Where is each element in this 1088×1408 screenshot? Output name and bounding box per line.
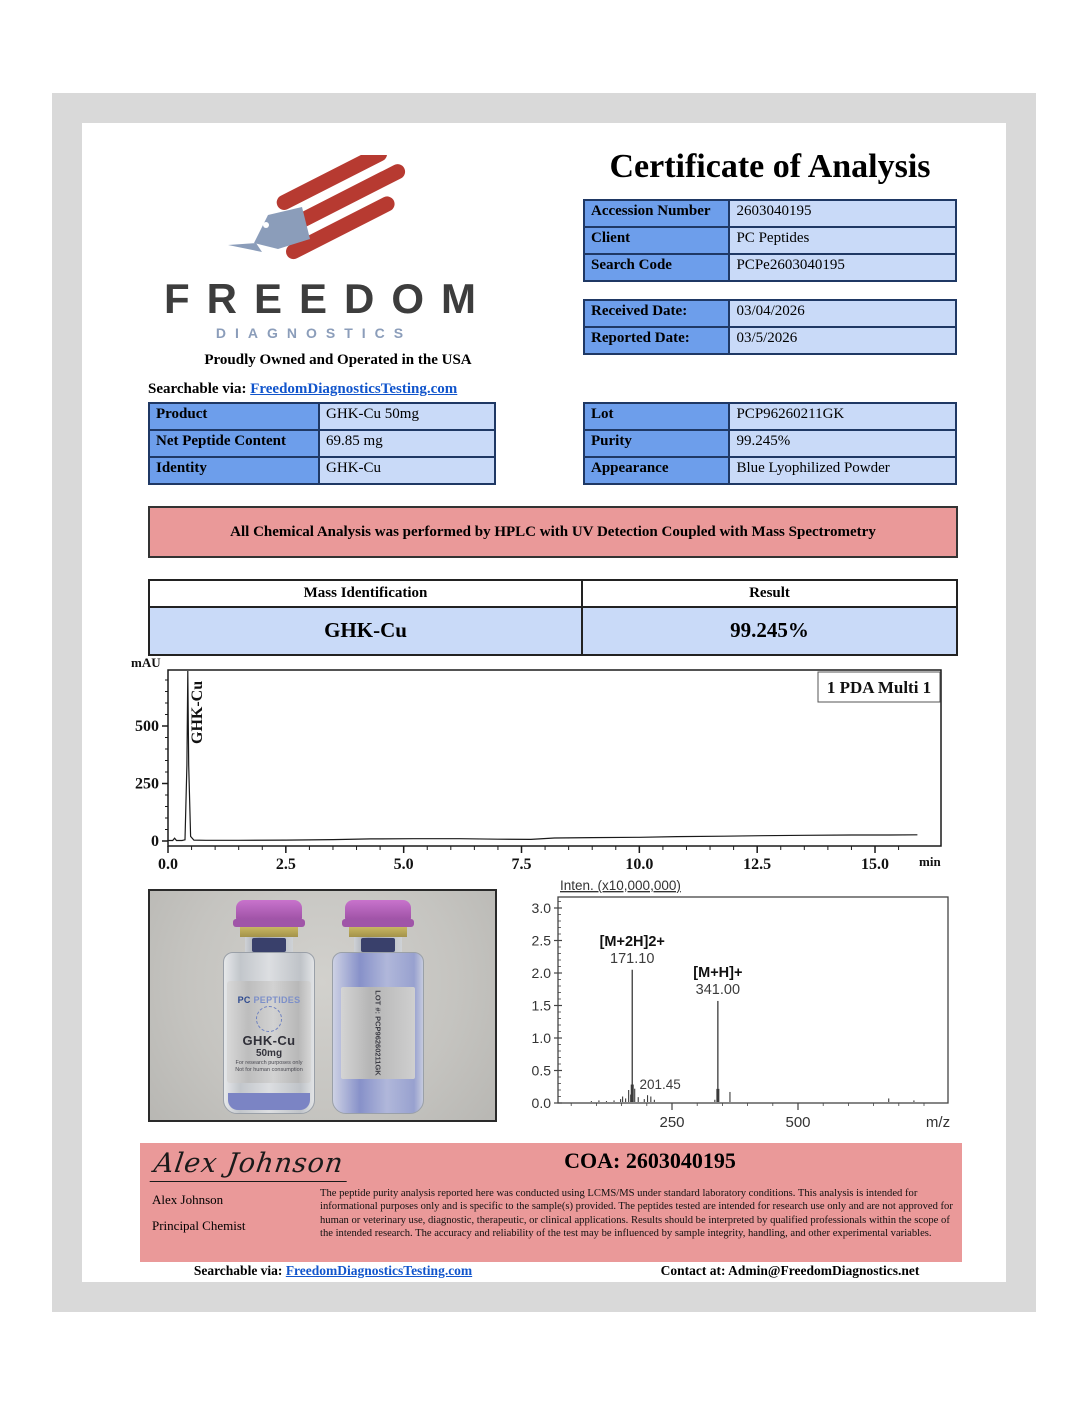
signer-name: Alex Johnson bbox=[152, 1192, 224, 1207]
svg-text:0: 0 bbox=[151, 833, 159, 850]
svg-text:2.0: 2.0 bbox=[531, 965, 551, 981]
searchable-label: Searchable via: bbox=[148, 381, 247, 397]
svg-text:201.45: 201.45 bbox=[639, 1077, 681, 1092]
row-label: Purity bbox=[585, 431, 728, 456]
svg-text:341.00: 341.00 bbox=[695, 981, 741, 998]
svg-text:250: 250 bbox=[135, 775, 159, 793]
hplc-chromatogram-chart bbox=[130, 656, 962, 882]
svg-text:Inten. (x10,000,000): Inten. (x10,000,000) bbox=[560, 878, 681, 893]
vial-seal bbox=[240, 927, 298, 937]
vial-dose: 50mg bbox=[255, 1048, 283, 1059]
svg-text:[M+H]+: [M+H]+ bbox=[693, 964, 743, 981]
footer-searchable bbox=[148, 1263, 518, 1279]
svg-text:7.5: 7.5 bbox=[511, 856, 532, 873]
svg-text:1 PDA Multi 1: 1 PDA Multi 1 bbox=[826, 678, 932, 697]
vial-product-name: GHK-Cu bbox=[242, 1033, 296, 1048]
svg-text:0.0: 0.0 bbox=[531, 1095, 551, 1111]
vial-brand bbox=[227, 995, 311, 1005]
table-row bbox=[585, 328, 955, 353]
row-value: GHK-Cu 50mg bbox=[320, 404, 494, 429]
footer-contact-label: Contact at: bbox=[660, 1263, 726, 1278]
signature-block bbox=[140, 1143, 962, 1262]
row-label: Client bbox=[585, 228, 728, 253]
svg-text:2.5: 2.5 bbox=[531, 932, 551, 949]
mass-identification-table bbox=[148, 579, 958, 656]
svg-text:171.10: 171.10 bbox=[610, 950, 655, 967]
row-value: PC Peptides bbox=[730, 228, 955, 253]
row-value: 2603040195 bbox=[730, 201, 955, 226]
signature-handwriting: Alex Johnson bbox=[150, 1148, 352, 1182]
svg-text:1.5: 1.5 bbox=[531, 997, 551, 1014]
vial-back bbox=[332, 900, 424, 1114]
row-label: Identity bbox=[150, 458, 318, 483]
row-value: 03/04/2026 bbox=[730, 301, 955, 326]
hplc-chromatogram-svg bbox=[130, 656, 962, 882]
vial-brand-strong: PC bbox=[237, 995, 251, 1005]
table-row bbox=[585, 458, 955, 483]
row-label: Net Peptide Content bbox=[150, 431, 318, 456]
table-row bbox=[150, 431, 494, 456]
dates-table bbox=[583, 299, 957, 355]
vial-cap-lip bbox=[233, 919, 305, 927]
row-value: Blue Lyophilized Powder bbox=[730, 458, 955, 483]
svg-text:500: 500 bbox=[785, 1114, 811, 1131]
table-header-row bbox=[150, 581, 956, 608]
table-row bbox=[585, 404, 955, 429]
table-row bbox=[585, 201, 955, 226]
vial-disclaimer-line2: Not for human consumption bbox=[235, 1067, 303, 1073]
vial-brand-light: PEPTIDES bbox=[253, 995, 301, 1005]
vial-front-label bbox=[227, 981, 311, 1083]
row-value: 03/5/2026 bbox=[730, 328, 955, 353]
row-value: GHK-Cu bbox=[320, 458, 494, 483]
vial-cap-lip bbox=[342, 919, 414, 927]
svg-text:mAU: mAU bbox=[131, 656, 161, 670]
vial-lot-text: LOT #: PCP96260211GK bbox=[373, 990, 383, 1076]
table-row bbox=[585, 431, 955, 456]
svg-text:10.0: 10.0 bbox=[625, 856, 654, 873]
svg-text:m/z: m/z bbox=[925, 1114, 951, 1131]
table-row bbox=[585, 255, 955, 280]
table-row bbox=[585, 301, 955, 326]
mass-spectrum-chart bbox=[530, 876, 962, 1146]
svg-text:0.5: 0.5 bbox=[531, 1062, 551, 1079]
mass-id-value: GHK-Cu bbox=[150, 608, 583, 654]
svg-text:[M+2H]2+: [M+2H]2+ bbox=[599, 933, 665, 950]
svg-text:1.0: 1.0 bbox=[531, 1030, 551, 1046]
table-row bbox=[150, 404, 494, 429]
mass-spectrum-svg bbox=[530, 876, 962, 1146]
accession-info-table bbox=[583, 199, 957, 282]
svg-text:5.0: 5.0 bbox=[393, 856, 414, 873]
table-row bbox=[150, 608, 956, 654]
molecule-ring-icon bbox=[256, 1006, 282, 1032]
row-label: Search Code bbox=[585, 255, 728, 280]
column-header: Mass Identification bbox=[150, 581, 583, 606]
product-table bbox=[148, 402, 496, 485]
footer-searchable-label: Searchable via: bbox=[193, 1263, 283, 1278]
svg-text:12.5: 12.5 bbox=[743, 856, 772, 873]
row-label: Appearance bbox=[585, 458, 728, 483]
vial-body bbox=[223, 952, 315, 1114]
svg-text:3.0: 3.0 bbox=[531, 900, 551, 916]
product-vial-photo bbox=[148, 889, 497, 1122]
footer-contact-email: Admin@FreedomDiagnostics.net bbox=[728, 1263, 920, 1278]
eagle-flag-icon bbox=[150, 155, 470, 273]
logo-wordmark: FREEDOM bbox=[164, 275, 493, 322]
vial-lot-label bbox=[341, 987, 415, 1079]
svg-text:min: min bbox=[919, 854, 941, 869]
table-row bbox=[150, 458, 494, 483]
row-value: 69.85 mg bbox=[320, 431, 494, 456]
row-value: PCPe2603040195 bbox=[730, 255, 955, 280]
vial-seal bbox=[349, 927, 407, 937]
row-label: Received Date: bbox=[585, 301, 728, 326]
vial-stopper bbox=[252, 938, 286, 952]
coa-number-heading: COA: 2603040195 bbox=[564, 1148, 736, 1173]
svg-text:GHK-Cu: GHK-Cu bbox=[188, 680, 206, 744]
usa-tagline: Proudly Owned and Operated in the USA bbox=[204, 352, 472, 368]
vial-powder bbox=[228, 1093, 310, 1110]
analysis-method-banner: All Chemical Analysis was performed by HPLC with UV Detection Coupled with Mass Spectrometry bbox=[148, 506, 958, 558]
table-row bbox=[585, 228, 955, 253]
svg-text:15.0: 15.0 bbox=[861, 856, 890, 873]
signer-title: Principal Chemist bbox=[152, 1218, 246, 1233]
searchable-link[interactable]: FreedomDiagnosticsTesting.com bbox=[250, 381, 458, 397]
column-header: Result bbox=[749, 585, 790, 601]
row-label: Accession Number bbox=[585, 201, 728, 226]
result-value: 99.245% bbox=[730, 618, 809, 642]
freedom-diagnostics-logo bbox=[150, 155, 493, 341]
row-value: PCP96260211GK bbox=[730, 404, 955, 429]
svg-text:2.5: 2.5 bbox=[275, 856, 296, 873]
searchable-line bbox=[148, 381, 457, 398]
row-value: 99.245% bbox=[730, 431, 955, 456]
logo-subtitle: DIAGNOSTICS bbox=[215, 325, 413, 341]
row-label: Reported Date: bbox=[585, 328, 728, 353]
vial-front bbox=[223, 900, 315, 1114]
svg-text:250: 250 bbox=[659, 1114, 685, 1131]
vial-stopper bbox=[361, 938, 395, 952]
svg-text:0.0: 0.0 bbox=[158, 856, 178, 873]
svg-text:500: 500 bbox=[135, 718, 159, 735]
vial-body bbox=[332, 952, 424, 1114]
lot-table bbox=[583, 402, 957, 485]
page-title: Certificate of Analysis bbox=[609, 148, 931, 185]
footer-contact bbox=[615, 1263, 965, 1279]
vial-disclaimer-line1: For research purposes only bbox=[235, 1060, 303, 1066]
footer-searchable-link[interactable]: FreedomDiagnosticsTesting.com bbox=[285, 1263, 473, 1278]
row-label: Product bbox=[150, 404, 318, 429]
disclaimer-text: The peptide purity analysis reported here was conducted using LCMS/MS under standard laboratory conditions. This analysis is intended for informational purposes only and is specific to the sample(s) provided. The peptides tested are intended for research use only and are not approved for human or veterinary use, diagnostic, therapeutic, or clinical applications. Results should be interpreted by qualified professionals within the scope of the intended research. The accuracy and reliability of the test may be influenced by sample integrity, handling, and other experimental variables. bbox=[320, 1188, 953, 1240]
row-label: Lot bbox=[585, 404, 728, 429]
